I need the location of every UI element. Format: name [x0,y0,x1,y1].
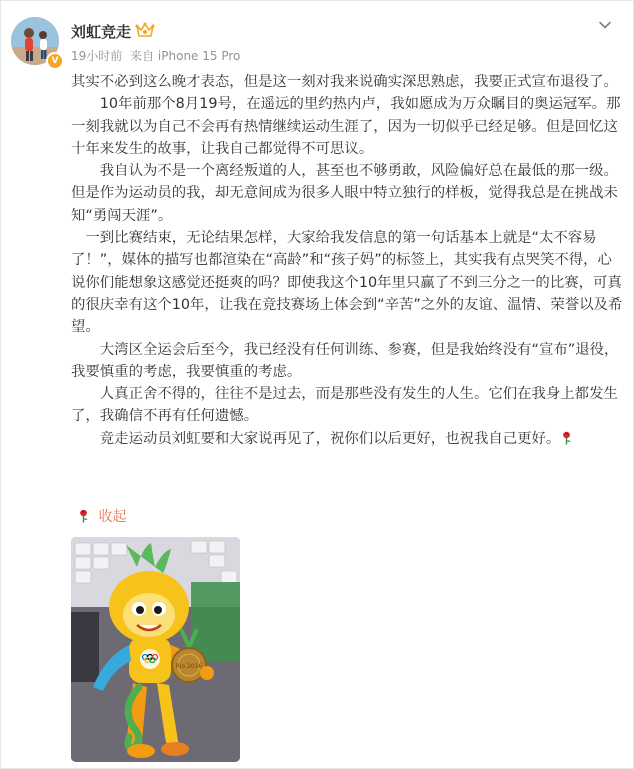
mascot-medal-photo[interactable] [71,537,240,762]
post-source: 来自 iPhone 15 Pro [130,49,241,63]
post-time[interactable]: 19小时前 [71,49,123,63]
post-meta [71,47,244,64]
post-text [71,71,623,450]
verified-badge-icon: V [46,52,64,70]
paragraph-5: 大湾区全运会后至今，我已经没有任何训练、参赛，但是我始终没有“宣布”退役，我要慎重的考虑，我要慎重的考虑。 [71,341,619,380]
paragraph-3: 我自认为不是一个离经叛道的人，甚至也不够勇敢，风险偏好总在最低的那一级。但是作为运动员的我，却无意间成为很多人眼中特立独行的样板，觉得我总是在挑战未知“勇闯天涯”。 [71,163,618,224]
paragraph-6: 人真正舍不得的，往往不是过去，而是那些没有发生的人生。它们在我身上都发生了，我确信不再有任何遗憾。 [71,386,618,425]
rose-icon [560,431,573,445]
paragraph-4: 一到比赛结束，无论结果怎样，大家给我发信息的第一句话基本上就是“太不容易了！”，媒体的描写也都渲染在“高龄”和“孩子妈”的标签上，其实我有点哭笑不得，心说你们能想象这感觉还挺爽的吗？即使我这个10年里只赢了不到三分之一的比赛，可真的很庆幸有这个10年，让我在竞技赛场上体会到“辛苦”之外的友谊、温情、荣誉以及希望。 [71,230,623,336]
paragraph-2: 10年前那个8月19号，在遥远的里约热内卢，我如愿成为万众瞩目的奥运冠军。那一刻我就以为自己不会再有热情继续运动生涯了，因为一切似乎已经足够。但是回忆这十年来发生的故事，让我自己都觉得不可思议。 [71,96,621,157]
rose-icon [77,509,90,523]
medal-label: Rio 2016 [175,663,203,670]
paragraph-7-text: 竞走运动员刘虹要和大家说再见了，祝你们以后更好，也祝我自己更好。 [71,430,561,447]
collapse-link[interactable] [77,506,126,526]
paragraph-1: 其实不必到这么晚才表态，但是这一刻对我来说确实深思熟虑，我要正式宣布退役了。 [71,74,618,90]
crown-badge-icon[interactable] [135,21,155,39]
chevron-down-icon[interactable] [597,17,613,33]
collapse-label[interactable]: 收起 [98,509,127,525]
author-name[interactable]: 刘虹竞走 [71,23,132,41]
paragraph-7 [71,428,623,450]
